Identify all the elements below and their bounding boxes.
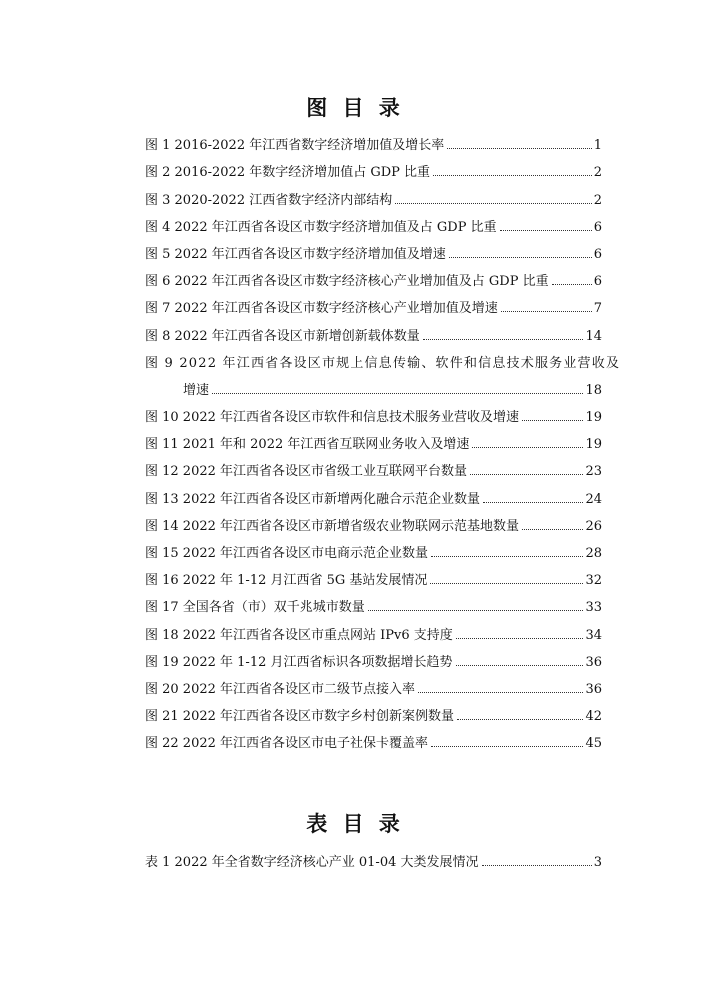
toc-entry-figure-2[interactable] xyxy=(145,153,602,180)
entry-label: 表 1 2022 年全省数字经济核心产业 01-04 大类发展情况 xyxy=(145,855,479,871)
toc-entry-figure-8[interactable] xyxy=(145,316,602,343)
toc-entry-figure-1[interactable] xyxy=(145,126,602,153)
figures-title: 图 目 录 xyxy=(306,96,404,120)
leader-dots xyxy=(447,148,591,149)
entry-label: 图 20 2022 年江西省各设区市二级节点接入率 xyxy=(145,681,416,697)
entry-label: 图 19 2022 年 1-12 月江西省标识各项数据增长趋势 xyxy=(145,654,453,670)
leader-dots xyxy=(482,865,592,866)
tables-title: 表 目 录 xyxy=(306,812,404,836)
entry-page: 2 xyxy=(593,165,602,181)
entry-label: 图 7 2022 年江西省各设区市数字经济核心产业增加值及增速 xyxy=(145,301,498,317)
toc-entry-figure-12[interactable] xyxy=(145,452,602,479)
toc-entry-figure-6[interactable] xyxy=(145,262,602,289)
leader-dots xyxy=(212,393,583,394)
entry-page: 2 xyxy=(593,192,602,208)
entry-label: 图 12 2022 年江西省各设区市省级工业互联网平台数量 xyxy=(145,464,468,480)
entry-label: 图 9 2022 年江西省各设区市规上信息传输、软件和信息技术服务业营收及 xyxy=(145,355,621,371)
entry-page: 26 xyxy=(585,518,602,534)
leader-dots xyxy=(522,529,583,530)
entry-label: 图 5 2022 年江西省各设区市数字经济增加值及增速 xyxy=(145,246,446,262)
toc-entry-figure-15[interactable] xyxy=(145,534,602,561)
entry-label: 图 22 2022 年江西省各设区市电子社保卡覆盖率 xyxy=(145,736,429,752)
entry-page: 19 xyxy=(585,437,602,453)
entry-label: 图 3 2020-2022 江西省数字经济内部结构 xyxy=(145,192,393,208)
toc-entry-figure-20[interactable] xyxy=(145,670,602,697)
entry-page: 19 xyxy=(585,410,602,426)
leader-dots xyxy=(457,719,583,720)
leader-dots xyxy=(470,474,583,475)
leader-dots xyxy=(500,230,592,231)
toc-entry-figure-21[interactable] xyxy=(145,697,602,724)
entry-page: 28 xyxy=(585,546,602,562)
entry-page: 23 xyxy=(585,464,602,480)
entry-page: 36 xyxy=(585,681,602,697)
leader-dots xyxy=(449,257,592,258)
toc-entry-figure-18[interactable] xyxy=(145,615,602,642)
toc-entry-figure-5[interactable] xyxy=(145,235,602,262)
leader-dots xyxy=(472,447,583,448)
toc-entry-figure-10[interactable] xyxy=(145,398,602,425)
leader-dots xyxy=(522,420,583,421)
leader-dots xyxy=(431,556,583,557)
tables-list xyxy=(145,843,602,870)
leader-dots xyxy=(431,746,583,747)
toc-entry-figure-19[interactable] xyxy=(145,643,602,670)
toc-entry-figure-16[interactable] xyxy=(145,561,602,588)
entry-page: 42 xyxy=(585,709,602,725)
entry-page: 1 xyxy=(593,138,602,154)
entry-label: 图 21 2022 年江西省各设区市数字乡村创新案例数量 xyxy=(145,709,455,725)
entry-label: 图 16 2022 年 1-12 月江西省 5G 基站发展情况 xyxy=(145,573,428,589)
leader-dots xyxy=(433,175,592,176)
toc-entry-figure-11[interactable] xyxy=(145,425,602,452)
entry-page: 45 xyxy=(585,736,602,752)
entry-page: 7 xyxy=(593,301,602,317)
entry-label: 图 17 全国各省（市）双千兆城市数量 xyxy=(145,600,365,616)
entry-page: 33 xyxy=(585,600,602,616)
entry-label: 图 8 2022 年江西省各设区市新增创新载体数量 xyxy=(145,328,420,344)
leader-dots xyxy=(430,583,583,584)
leader-dots xyxy=(501,311,592,312)
entry-page: 6 xyxy=(593,219,602,235)
toc-entry-figure-17[interactable] xyxy=(145,588,602,615)
entry-page: 34 xyxy=(585,627,602,643)
entry-label: 图 18 2022 年江西省各设区市重点网站 IPv6 支持度 xyxy=(145,627,453,643)
figures-list xyxy=(145,126,621,752)
toc-entry-figure-22[interactable] xyxy=(145,724,602,751)
entry-page: 18 xyxy=(585,382,602,398)
entry-label: 图 2 2016-2022 年数字经济增加值占 GDP 比重 xyxy=(145,165,431,181)
toc-entry-figure-13[interactable] xyxy=(145,479,602,506)
entry-label: 图 11 2021 年和 2022 年江西省互联网业务收入及增速 xyxy=(145,437,470,453)
entry-page: 6 xyxy=(593,246,602,262)
entry-label: 图 14 2022 年江西省各设区市新增省级农业物联网示范基地数量 xyxy=(145,518,520,534)
toc-entry-table-1[interactable] xyxy=(145,843,602,870)
leader-dots xyxy=(423,339,584,340)
leader-dots xyxy=(368,610,584,611)
leader-dots xyxy=(552,284,592,285)
toc-entry-figure-7[interactable] xyxy=(145,289,602,316)
leader-dots xyxy=(483,502,583,503)
toc-entry-figure-9[interactable] xyxy=(145,344,621,398)
entry-page: 3 xyxy=(593,855,602,871)
entry-label: 图 4 2022 年江西省各设区市数字经济增加值及占 GDP 比重 xyxy=(145,219,497,235)
toc-entry-figure-4[interactable] xyxy=(145,208,602,235)
entry-page: 6 xyxy=(593,274,602,290)
entry-label: 图 10 2022 年江西省各设区市软件和信息技术服务业营收及增速 xyxy=(145,410,520,426)
entry-label: 图 13 2022 年江西省各设区市新增两化融合示范企业数量 xyxy=(145,491,481,507)
entry-page: 32 xyxy=(585,573,602,589)
leader-dots xyxy=(456,638,584,639)
toc-entry-figure-14[interactable] xyxy=(145,507,602,534)
entry-label-continued: 增速 xyxy=(183,382,210,398)
entry-label: 图 1 2016-2022 年江西省数字经济增加值及增长率 xyxy=(145,138,445,154)
entry-page: 24 xyxy=(585,491,602,507)
entry-label: 图 15 2022 年江西省各设区市电商示范企业数量 xyxy=(145,546,429,562)
toc-entry-figure-3[interactable] xyxy=(145,180,602,207)
entry-page: 36 xyxy=(585,654,602,670)
leader-dots xyxy=(418,692,583,693)
leader-dots xyxy=(456,665,584,666)
entry-label: 图 6 2022 年江西省各设区市数字经济核心产业增加值及占 GDP 比重 xyxy=(145,274,549,290)
leader-dots xyxy=(395,203,591,204)
entry-page: 14 xyxy=(585,328,602,344)
